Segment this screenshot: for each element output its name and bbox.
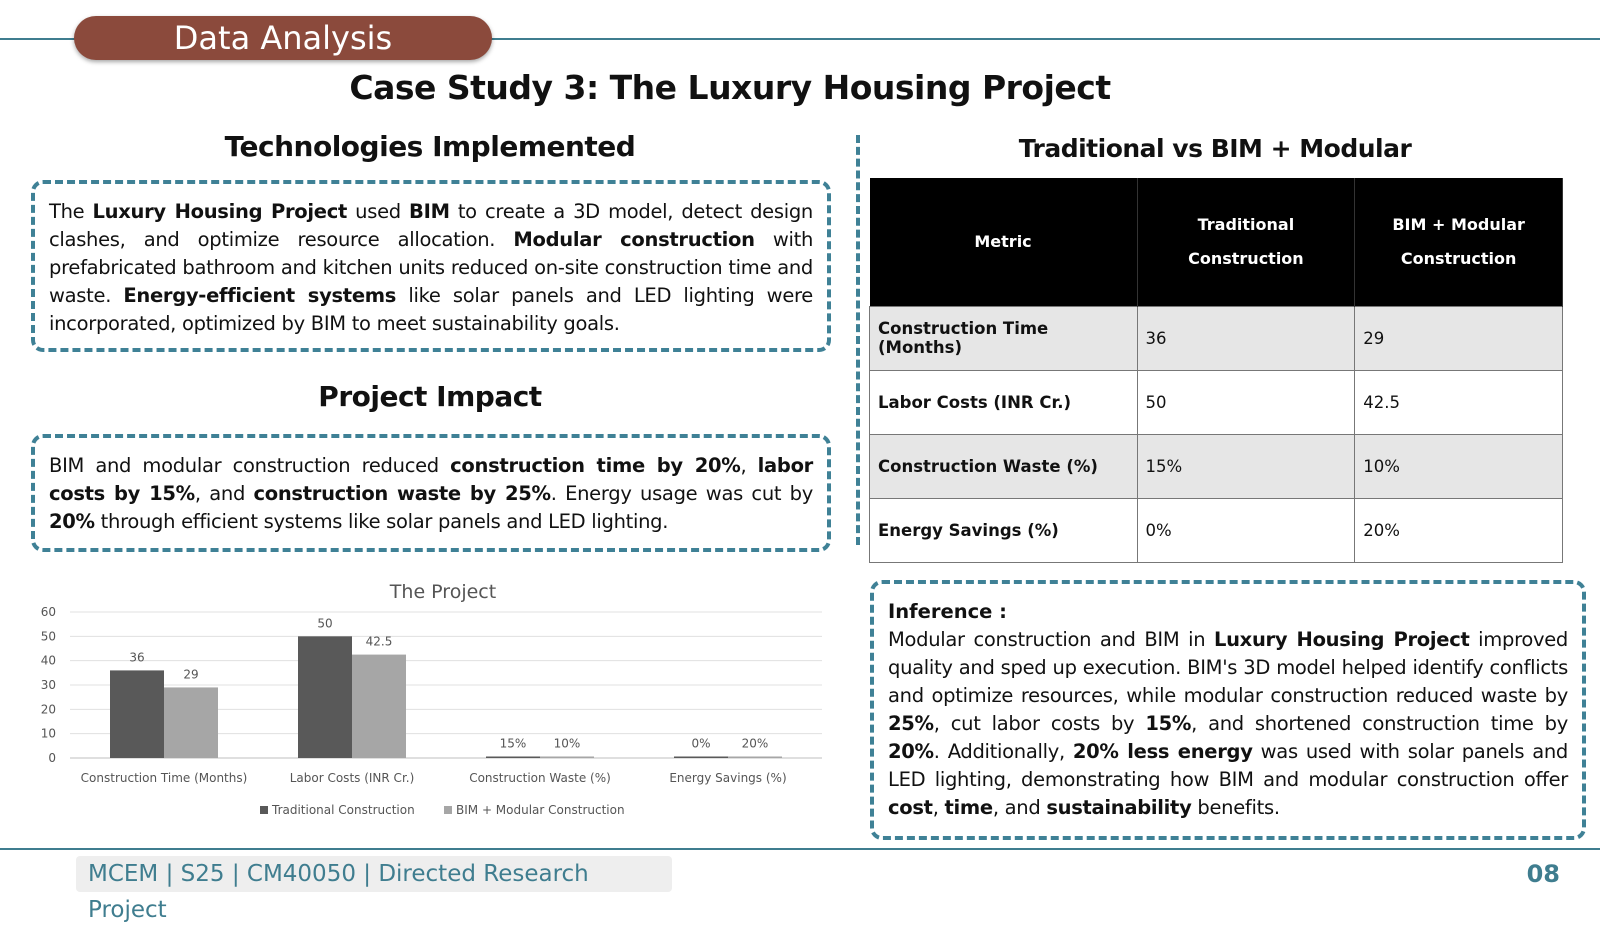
bold-text: labor costs by 15% [49, 454, 813, 505]
table-cell: Energy Savings (%) [870, 498, 1138, 562]
table-header-metric: Metric [870, 178, 1138, 306]
table-cell: 10% [1355, 434, 1563, 498]
page-number: 08 [1526, 860, 1560, 888]
chart-bar [298, 636, 352, 758]
text-run: , and [194, 482, 254, 505]
table-cell: Construction Waste (%) [870, 434, 1138, 498]
text-run: to create a 3D model, detect design clashes, and optimize resource allocation. [49, 200, 813, 251]
y-tick-label: 10 [40, 726, 56, 741]
bold-text: construction waste by 25% [253, 482, 551, 505]
comparison-heading: Traditional vs BIM + Modular [1018, 134, 1412, 163]
legend-entry: BIM + Modular Construction [456, 803, 625, 817]
text-run: , [740, 454, 758, 477]
chart-bar [674, 757, 728, 759]
impact-paragraph [49, 452, 813, 536]
text-run: like solar panels and LED lighting were incorporated, optimized by BIM to meet sustainability goals. [49, 284, 814, 335]
chart-bar [486, 757, 540, 759]
table-cell: 36 [1137, 306, 1355, 370]
text-run: with prefabricated bathroom and kitchen units reduced on-site construction time and waste. [49, 228, 814, 307]
legend-entry: Traditional Construction [272, 803, 415, 817]
table-cell: 0% [1137, 498, 1355, 562]
legend-swatch [444, 806, 452, 814]
chart-bar [110, 670, 164, 758]
text-run: , cut labor costs by [933, 712, 1146, 735]
data-label: 50 [317, 616, 333, 631]
table-cell: 29 [1355, 306, 1563, 370]
table-cell: Labor Costs (INR Cr.) [870, 370, 1138, 434]
table-cell: 50 [1137, 370, 1355, 434]
legend-swatch [260, 806, 268, 814]
table-row [870, 370, 1563, 434]
chart-bar [728, 757, 782, 759]
data-label: 15% [499, 736, 527, 751]
technologies-heading: Technologies Implemented [224, 130, 636, 163]
text-run: improved quality and sped up execution. BIM's 3D model helped identify conflicts and optimize resources, while modular construction reduced waste by [888, 628, 1569, 707]
impact-box [31, 434, 831, 552]
impact-heading: Project Impact [318, 380, 542, 413]
section-label: Data Analysis [74, 16, 492, 60]
column-divider [856, 135, 860, 545]
text-run: used [347, 200, 410, 223]
bold-text: Luxury Housing Project [1213, 628, 1470, 651]
table-row [870, 306, 1563, 370]
bold-text: 20% less energy [1072, 740, 1253, 763]
y-tick-label: 50 [40, 629, 56, 644]
text-run: , and shortened construction time by [1191, 712, 1568, 735]
technologies-paragraph [49, 198, 813, 338]
footer-rule [0, 848, 1600, 850]
text-run: benefits. [1191, 796, 1280, 819]
bold-text: sustainability [1046, 796, 1192, 819]
text-run: . Energy usage was cut by [550, 482, 813, 505]
chart-bar [352, 655, 406, 758]
text-run: through efficient systems like solar panels and LED lighting. [94, 510, 669, 533]
data-label: 20% [741, 736, 769, 751]
footer-course: MCEM | S25 | CM40050 | Directed Research Project [76, 856, 672, 892]
text-run: BIM and modular construction reduced [49, 454, 451, 477]
table-header-traditional: Traditional Construction [1137, 178, 1355, 306]
technologies-box [31, 180, 831, 352]
bold-text: Modular construction [513, 228, 755, 251]
y-tick-label: 0 [48, 751, 56, 765]
x-tick-label: Construction Waste (%) [469, 771, 611, 785]
text-run: , and [992, 796, 1047, 819]
table-row [870, 498, 1563, 562]
table-row [870, 434, 1563, 498]
chart-svg [30, 572, 846, 840]
table-header-row [870, 178, 1563, 306]
bold-text: Luxury Housing Project [92, 200, 347, 223]
bold-text: time [944, 796, 993, 819]
table-cell: Construction Time (Months) [870, 306, 1138, 370]
text-run: . Additionally, [933, 740, 1073, 763]
inference-title: Inference : [888, 600, 1007, 623]
data-label: 42.5 [365, 634, 393, 649]
inference-box [870, 580, 1586, 840]
table-header-bim: BIM + Modular Construction [1355, 178, 1563, 306]
data-label: 0% [691, 736, 711, 751]
text-run: , [932, 796, 945, 819]
data-label: 36 [129, 650, 145, 665]
bold-text: Energy-efficient systems [123, 284, 397, 307]
chart-title: The Project [389, 581, 497, 603]
bold-text: construction time by 20% [450, 454, 741, 477]
y-tick-label: 40 [40, 653, 56, 668]
y-tick-label: 20 [40, 702, 56, 717]
bold-text: BIM [409, 200, 450, 223]
table-cell: 15% [1137, 434, 1355, 498]
bold-text: 20% [888, 740, 934, 763]
data-label: 10% [553, 736, 581, 751]
x-tick-label: Construction Time (Months) [80, 771, 248, 785]
text-run: was used with solar panels and LED lighting, demonstrating how BIM and modular construction offer [888, 740, 1568, 791]
table-cell: 20% [1355, 498, 1563, 562]
slide-title: Case Study 3: The Luxury Housing Project [349, 68, 1111, 107]
bold-text: cost [888, 796, 933, 819]
inference-paragraph [888, 626, 1568, 822]
text-run: Modular construction and BIM in [888, 628, 1214, 651]
project-chart [30, 572, 846, 840]
chart-bar [540, 757, 594, 759]
data-label: 29 [183, 667, 199, 682]
chart-bar [164, 687, 218, 758]
bold-text: 25% [888, 712, 934, 735]
y-tick-label: 60 [40, 605, 56, 619]
bold-text: 15% [1145, 712, 1192, 735]
x-tick-label: Labor Costs (INR Cr.) [289, 771, 415, 785]
x-tick-label: Energy Savings (%) [669, 771, 787, 785]
table-cell: 42.5 [1355, 370, 1563, 434]
y-tick-label: 30 [40, 678, 56, 692]
comparison-table [869, 178, 1563, 563]
text-run: The [49, 200, 93, 223]
bold-text: 20% [49, 510, 95, 533]
